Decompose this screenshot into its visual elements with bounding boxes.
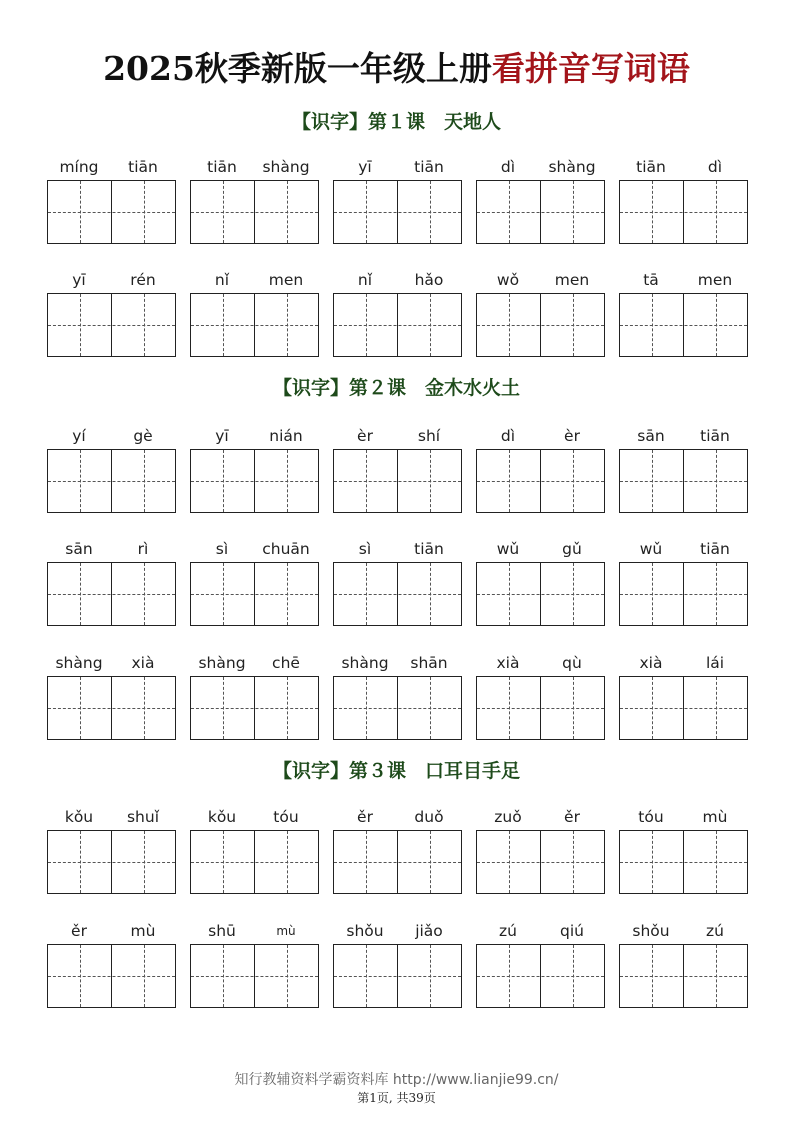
word-item [476, 425, 606, 515]
pinyin-label: shuǐ [126, 808, 160, 826]
grid-guide-horizontal [191, 481, 318, 482]
grid-guide-vertical [223, 450, 224, 512]
word-item [619, 920, 749, 1010]
grid-guide-vertical [430, 831, 431, 893]
grid-guide-horizontal [620, 708, 747, 709]
grid-guide-horizontal [620, 976, 747, 977]
grid-guide-horizontal [477, 708, 604, 709]
writing-grid[interactable] [619, 676, 748, 740]
pinyin-label: yī [72, 271, 86, 289]
grid-guide-vertical [144, 677, 145, 739]
pinyin-label: zú [499, 922, 517, 940]
writing-grid[interactable] [47, 180, 176, 244]
pinyin-label: men [697, 271, 733, 289]
pinyin-label: shān [410, 654, 448, 672]
grid-guide-vertical [144, 450, 145, 512]
grid-guide-vertical [509, 677, 510, 739]
pinyin-label: mù [130, 922, 156, 940]
lesson-heading: 【识字】第２课 金木水火土 [272, 377, 520, 399]
grid-guide-vertical [573, 450, 574, 512]
pinyin-label: rì [137, 540, 149, 558]
pinyin-label: shàng [55, 654, 103, 672]
grid-guide-horizontal [477, 212, 604, 213]
writing-grid[interactable] [619, 944, 748, 1008]
grid-guide-vertical [509, 831, 510, 893]
pinyin-label: tiān [700, 540, 730, 558]
word-item [333, 920, 463, 1010]
grid-guide-vertical [287, 677, 288, 739]
grid-guide-vertical [366, 831, 367, 893]
title-main: 2025秋季新版一年级上册 [103, 49, 492, 88]
pinyin-label: shàng [548, 158, 596, 176]
pinyin-label: sān [65, 540, 93, 558]
grid-guide-vertical [366, 294, 367, 356]
pinyin-label: tóu [273, 808, 299, 826]
grid-guide-vertical [223, 563, 224, 625]
word-item [47, 425, 177, 515]
grid-guide-vertical [430, 450, 431, 512]
grid-guide-vertical [287, 831, 288, 893]
word-item [190, 156, 320, 246]
grid-guide-vertical [430, 677, 431, 739]
pinyin-label: mù [276, 924, 296, 938]
writing-grid[interactable] [476, 830, 605, 894]
pinyin-label: gǔ [562, 540, 582, 558]
grid-guide-vertical [223, 181, 224, 243]
writing-grid[interactable] [190, 830, 319, 894]
pinyin-label: yī [358, 158, 372, 176]
writing-grid[interactable] [476, 562, 605, 626]
pinyin-label: sān [637, 427, 665, 445]
pinyin-label: dì [500, 427, 516, 445]
grid-guide-horizontal [620, 325, 747, 326]
writing-grid[interactable] [333, 449, 462, 513]
writing-grid[interactable] [619, 293, 748, 357]
grid-guide-vertical [509, 294, 510, 356]
pinyin-label: nǐ [214, 271, 230, 289]
word-item [47, 652, 177, 742]
pinyin-label: tiān [414, 540, 444, 558]
grid-guide-vertical [430, 945, 431, 1007]
pinyin-label: wǔ [639, 540, 663, 558]
writing-grid[interactable] [190, 293, 319, 357]
grid-guide-vertical [366, 677, 367, 739]
grid-guide-vertical [144, 181, 145, 243]
word-item [476, 652, 606, 742]
writing-grid[interactable] [333, 180, 462, 244]
grid-guide-vertical [430, 294, 431, 356]
pinyin-label: lái [705, 654, 725, 672]
pinyin-label: rén [130, 271, 156, 289]
writing-grid[interactable] [619, 180, 748, 244]
pinyin-label: shàng [341, 654, 389, 672]
grid-guide-horizontal [477, 862, 604, 863]
word-item [190, 806, 320, 896]
pinyin-label: shàng [262, 158, 310, 176]
grid-guide-horizontal [191, 594, 318, 595]
word-item [190, 920, 320, 1010]
pinyin-label: hǎo [414, 271, 444, 289]
grid-guide-vertical [366, 450, 367, 512]
grid-guide-vertical [573, 294, 574, 356]
word-item [619, 269, 749, 359]
grid-guide-vertical [573, 563, 574, 625]
grid-guide-horizontal [48, 212, 175, 213]
pinyin-label: tiān [636, 158, 666, 176]
writing-grid[interactable] [190, 562, 319, 626]
grid-guide-horizontal [477, 325, 604, 326]
grid-guide-horizontal [191, 325, 318, 326]
pinyin-label: xià [639, 654, 663, 672]
pinyin-label: shǒu [632, 922, 670, 940]
writing-grid[interactable] [333, 830, 462, 894]
grid-guide-vertical [652, 831, 653, 893]
grid-guide-horizontal [477, 594, 604, 595]
grid-guide-horizontal [334, 481, 461, 482]
grid-guide-horizontal [477, 481, 604, 482]
pinyin-label: shǒu [346, 922, 384, 940]
pinyin-label: chuān [262, 540, 310, 558]
pinyin-label: ěr [71, 922, 87, 940]
grid-guide-vertical [287, 563, 288, 625]
word-item [476, 920, 606, 1010]
pinyin-label: xià [496, 654, 520, 672]
grid-guide-horizontal [191, 708, 318, 709]
word-item [47, 269, 177, 359]
grid-guide-horizontal [191, 862, 318, 863]
word-item [333, 269, 463, 359]
pinyin-label: èr [357, 427, 373, 445]
grid-guide-vertical [80, 831, 81, 893]
writing-grid[interactable] [47, 293, 176, 357]
pinyin-label: men [554, 271, 590, 289]
title-highlight: 看拼音写词语 [491, 49, 690, 88]
grid-guide-vertical [223, 677, 224, 739]
pinyin-label: qù [562, 654, 582, 672]
grid-guide-horizontal [48, 862, 175, 863]
pinyin-label: men [268, 271, 304, 289]
pinyin-label: duǒ [414, 808, 444, 826]
word-row [47, 652, 747, 742]
pinyin-label: qiú [560, 922, 584, 940]
pinyin-label: dì [500, 158, 516, 176]
writing-grid[interactable] [333, 944, 462, 1008]
pinyin-label: ěr [357, 808, 373, 826]
pinyin-label: tā [643, 271, 659, 289]
grid-guide-horizontal [477, 976, 604, 977]
grid-guide-horizontal [191, 976, 318, 977]
grid-guide-horizontal [334, 862, 461, 863]
pinyin-label: dì [707, 158, 723, 176]
writing-grid[interactable] [476, 449, 605, 513]
pinyin-label: tiān [207, 158, 237, 176]
grid-guide-horizontal [191, 212, 318, 213]
word-item [190, 269, 320, 359]
grid-guide-horizontal [620, 212, 747, 213]
writing-grid[interactable] [333, 293, 462, 357]
writing-grid[interactable] [190, 449, 319, 513]
grid-guide-vertical [287, 181, 288, 243]
pinyin-label: shàng [198, 654, 246, 672]
lesson-heading: 【识字】第３课 口耳目手足 [272, 760, 520, 782]
grid-guide-horizontal [334, 212, 461, 213]
word-item [333, 156, 463, 246]
word-item [333, 652, 463, 742]
footer-source: 知行教辅资料学霸资料库 http://www.lianjie99.cn/ [234, 1072, 559, 1088]
writing-grid[interactable] [476, 180, 605, 244]
word-item [47, 806, 177, 896]
grid-guide-vertical [716, 677, 717, 739]
pinyin-label: xià [131, 654, 155, 672]
word-row [47, 806, 747, 896]
grid-guide-vertical [223, 294, 224, 356]
pinyin-label: ěr [564, 808, 580, 826]
word-item [333, 806, 463, 896]
grid-guide-horizontal [334, 976, 461, 977]
grid-guide-vertical [509, 450, 510, 512]
word-item [476, 806, 606, 896]
writing-grid[interactable] [476, 944, 605, 1008]
grid-guide-horizontal [334, 708, 461, 709]
grid-guide-vertical [80, 945, 81, 1007]
word-row [47, 920, 747, 1010]
grid-guide-vertical [716, 181, 717, 243]
grid-guide-vertical [652, 677, 653, 739]
pinyin-label: shū [208, 922, 236, 940]
grid-guide-vertical [716, 294, 717, 356]
footer-page-number: 第1页, 共39页 [357, 1091, 436, 1105]
writing-grid[interactable] [190, 944, 319, 1008]
grid-guide-vertical [652, 294, 653, 356]
pinyin-label: chē [272, 654, 300, 672]
grid-guide-horizontal [620, 481, 747, 482]
word-item [47, 156, 177, 246]
grid-guide-vertical [80, 450, 81, 512]
grid-guide-vertical [430, 181, 431, 243]
grid-guide-horizontal [48, 481, 175, 482]
grid-guide-vertical [652, 181, 653, 243]
grid-guide-vertical [652, 563, 653, 625]
grid-guide-vertical [716, 563, 717, 625]
pinyin-label: shí [417, 427, 441, 445]
word-item [47, 538, 177, 628]
word-item [333, 538, 463, 628]
writing-grid[interactable] [476, 676, 605, 740]
writing-grid[interactable] [333, 562, 462, 626]
grid-guide-horizontal [48, 325, 175, 326]
grid-guide-vertical [144, 831, 145, 893]
grid-guide-vertical [366, 181, 367, 243]
word-item [476, 269, 606, 359]
word-item [190, 652, 320, 742]
pinyin-label: tóu [638, 808, 664, 826]
grid-guide-horizontal [334, 325, 461, 326]
pinyin-label: gè [133, 427, 153, 445]
pinyin-label: tiān [700, 427, 730, 445]
word-item [619, 806, 749, 896]
grid-guide-vertical [223, 831, 224, 893]
grid-guide-vertical [144, 294, 145, 356]
pinyin-label: zú [706, 922, 724, 940]
grid-guide-vertical [509, 945, 510, 1007]
pinyin-label: sì [215, 540, 229, 558]
grid-guide-vertical [573, 181, 574, 243]
pinyin-label: tiān [128, 158, 158, 176]
grid-guide-horizontal [620, 862, 747, 863]
grid-guide-vertical [509, 181, 510, 243]
grid-guide-horizontal [48, 708, 175, 709]
word-item [190, 425, 320, 515]
grid-guide-vertical [509, 563, 510, 625]
grid-guide-vertical [716, 945, 717, 1007]
pinyin-label: wǔ [496, 540, 520, 558]
pinyin-label: sì [358, 540, 372, 558]
word-item [619, 538, 749, 628]
pinyin-label: mù [702, 808, 728, 826]
pinyin-label: yī [215, 427, 229, 445]
pinyin-label: yí [72, 427, 86, 445]
grid-guide-vertical [366, 563, 367, 625]
grid-guide-horizontal [334, 594, 461, 595]
writing-grid[interactable] [47, 562, 176, 626]
word-item [190, 538, 320, 628]
writing-grid[interactable] [47, 944, 176, 1008]
grid-guide-vertical [223, 945, 224, 1007]
word-row [47, 425, 747, 515]
grid-guide-vertical [716, 831, 717, 893]
page-title [0, 44, 793, 94]
grid-guide-vertical [144, 945, 145, 1007]
writing-grid[interactable] [476, 293, 605, 357]
writing-grid[interactable] [333, 676, 462, 740]
pinyin-label: zuǒ [494, 808, 522, 826]
grid-guide-vertical [80, 677, 81, 739]
grid-guide-vertical [652, 450, 653, 512]
writing-grid[interactable] [190, 180, 319, 244]
pinyin-label: wǒ [496, 271, 520, 289]
grid-guide-vertical [287, 945, 288, 1007]
word-row [47, 269, 747, 359]
grid-guide-horizontal [48, 976, 175, 977]
word-row [47, 156, 747, 246]
grid-guide-horizontal [48, 594, 175, 595]
grid-guide-vertical [430, 563, 431, 625]
grid-guide-vertical [573, 677, 574, 739]
lesson-heading: 【识字】第１课 天地人 [291, 111, 501, 133]
word-item [47, 920, 177, 1010]
writing-grid[interactable] [47, 449, 176, 513]
pinyin-label: tiān [414, 158, 444, 176]
word-item [476, 538, 606, 628]
writing-grid[interactable] [47, 830, 176, 894]
word-item [333, 425, 463, 515]
pinyin-label: èr [564, 427, 580, 445]
pinyin-label: kǒu [64, 808, 94, 826]
word-item [619, 425, 749, 515]
writing-grid[interactable] [190, 676, 319, 740]
writing-grid[interactable] [47, 676, 176, 740]
writing-grid[interactable] [619, 562, 748, 626]
pinyin-label: nián [269, 427, 303, 445]
grid-guide-vertical [80, 294, 81, 356]
grid-guide-vertical [573, 945, 574, 1007]
grid-guide-vertical [573, 831, 574, 893]
grid-guide-vertical [716, 450, 717, 512]
grid-guide-vertical [80, 563, 81, 625]
word-row [47, 538, 747, 628]
grid-guide-vertical [366, 945, 367, 1007]
word-item [476, 156, 606, 246]
grid-guide-vertical [80, 181, 81, 243]
writing-grid[interactable] [619, 449, 748, 513]
word-item [619, 156, 749, 246]
grid-guide-vertical [652, 945, 653, 1007]
pinyin-label: kǒu [207, 808, 237, 826]
pinyin-label: nǐ [357, 271, 373, 289]
pinyin-label: jiǎo [415, 922, 443, 940]
grid-guide-vertical [144, 563, 145, 625]
pinyin-label: míng [59, 158, 99, 176]
grid-guide-vertical [287, 294, 288, 356]
grid-guide-horizontal [620, 594, 747, 595]
writing-grid[interactable] [619, 830, 748, 894]
grid-guide-vertical [287, 450, 288, 512]
word-item [619, 652, 749, 742]
